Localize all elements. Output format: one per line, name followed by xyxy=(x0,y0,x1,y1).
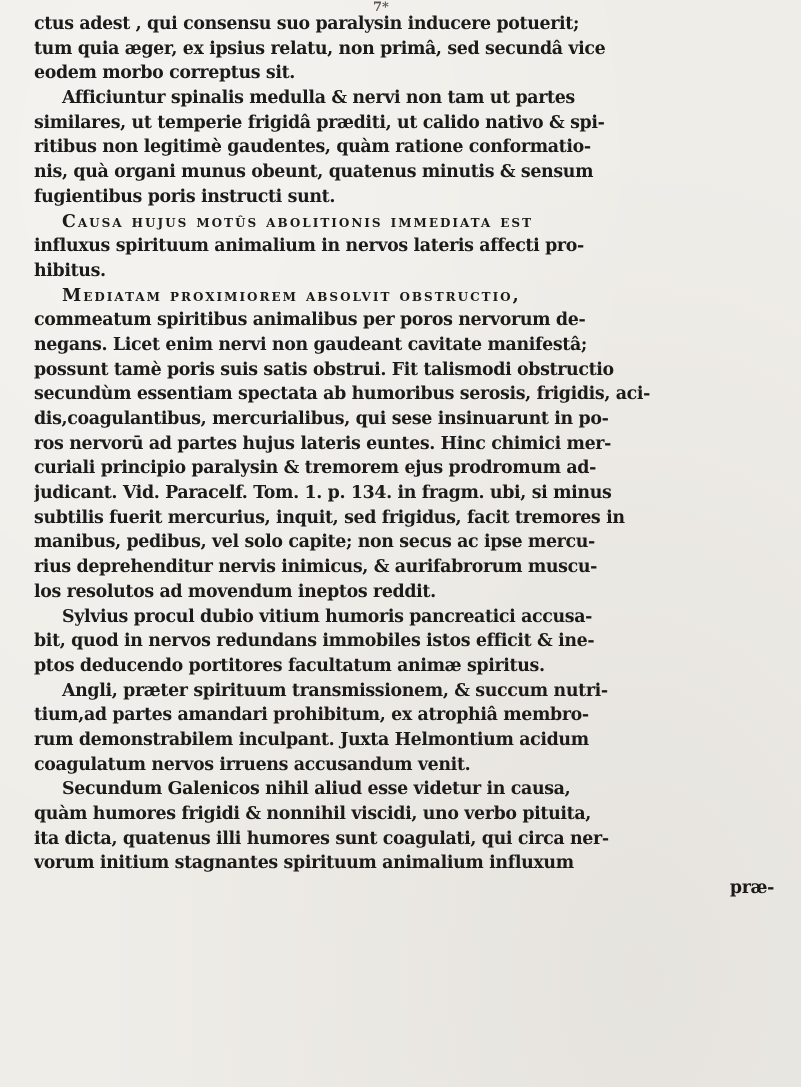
text-line: Secundum Galenicos nihil aliud esse videtur in causa, xyxy=(62,779,571,800)
page-signature-mark: 7* xyxy=(373,0,389,15)
text-line: negans. Licet enim nervi non gaudeant cavitate manifestâ; xyxy=(34,334,587,355)
text-line: fugientibus poris instructi sunt. xyxy=(34,186,336,207)
text-line: los resolutos ad movendum ineptos reddit. xyxy=(34,581,436,602)
text-line: vorum initium stagnantes spirituum animalium influxum xyxy=(34,853,574,874)
text-line: ctus adest , qui consensu suo paralysin inducere potuerit; xyxy=(34,14,580,34)
text-line: coagulatum nervos irruens accusandum venit. xyxy=(34,754,471,775)
text-line: ros nervorū ad partes hujus lateris euntes. Hinc chimici mer- xyxy=(34,433,611,454)
text-line: commeatum spiritibus animalibus per poros nervorum de- xyxy=(34,310,586,331)
text-line: judicant. Vid. Paracelf. Tom. 1. p. 134. in fragm. ubi, si minus xyxy=(34,483,612,504)
text-line: Afficiuntur spinalis medulla & nervi non tam ut partes xyxy=(62,88,575,109)
text-line: dis,coagulantibus, mercurialibus, qui sese insinuarunt in po- xyxy=(34,409,609,429)
document-body-text xyxy=(34,12,794,901)
text-line: rum demonstrabilem inculpant. Juxta Helmontium acidum xyxy=(34,729,589,750)
text-line: tium,ad partes amandari prohibitum, ex atrophiâ membro- xyxy=(34,705,589,726)
text-line: ita dicta, quatenus illi humores sunt coagulati, qui circa ner- xyxy=(34,828,609,849)
text-line: manibus, pedibus, vel solo capite; non secus ac ipse mercu- xyxy=(34,532,595,553)
text-line: Sylvius procul dubio vitium humoris pancreatici accusa- xyxy=(62,606,593,627)
text-line: possunt tamè poris suis satis obstrui. Fit talismodi obstructio xyxy=(34,359,614,380)
text-line: Mediatam proximiorem absolvit obstructio, xyxy=(62,285,521,306)
text-line: subtilis fuerit mercurius, inquit, sed frigidus, facit tremores in xyxy=(34,507,625,528)
text-line: tum quia æger, ex ipsius relatu, non primâ, sed secundâ vice xyxy=(34,38,606,59)
text-line: ptos deducendo portitores facultatum animæ spiritus. xyxy=(34,655,545,676)
text-line: eodem morbo correptus sit. xyxy=(34,63,295,84)
text-line: bit, quod in nervos redundans immobiles istos efficit & ine- xyxy=(34,631,595,652)
text-line: rius deprehenditur nervis inimicus, & aurifabrorum muscu- xyxy=(34,557,598,578)
text-line: influxus spirituum animalium in nervos lateris affecti pro- xyxy=(34,236,584,257)
catchword: præ- xyxy=(729,878,774,899)
text-line: curiali principio paralysin & tremorem ejus prodromum ad- xyxy=(34,458,596,479)
text-line: quàm humores frigidi & nonnihil viscidi, uno verbo pituita, xyxy=(34,804,591,824)
text-line: ritibus non legitimè gaudentes, quàm ratione conformatio- xyxy=(34,137,591,158)
text-line: nis, quà organi munus obeunt, quatenus minutis & sensum xyxy=(34,162,594,183)
text-line: secundùm essentiam spectata ab humoribus serosis, frigidis, aci- xyxy=(34,384,651,405)
text-line: Angli, præter spirituum transmissionem, & succum nutri- xyxy=(62,680,608,701)
text-line: hibitus. xyxy=(34,260,106,281)
text-line: Causa hujus motûs abolitionis immediata est xyxy=(62,211,534,232)
text-line: similares, ut temperie frigidâ præditi, ut calido nativo & spi- xyxy=(34,112,605,133)
